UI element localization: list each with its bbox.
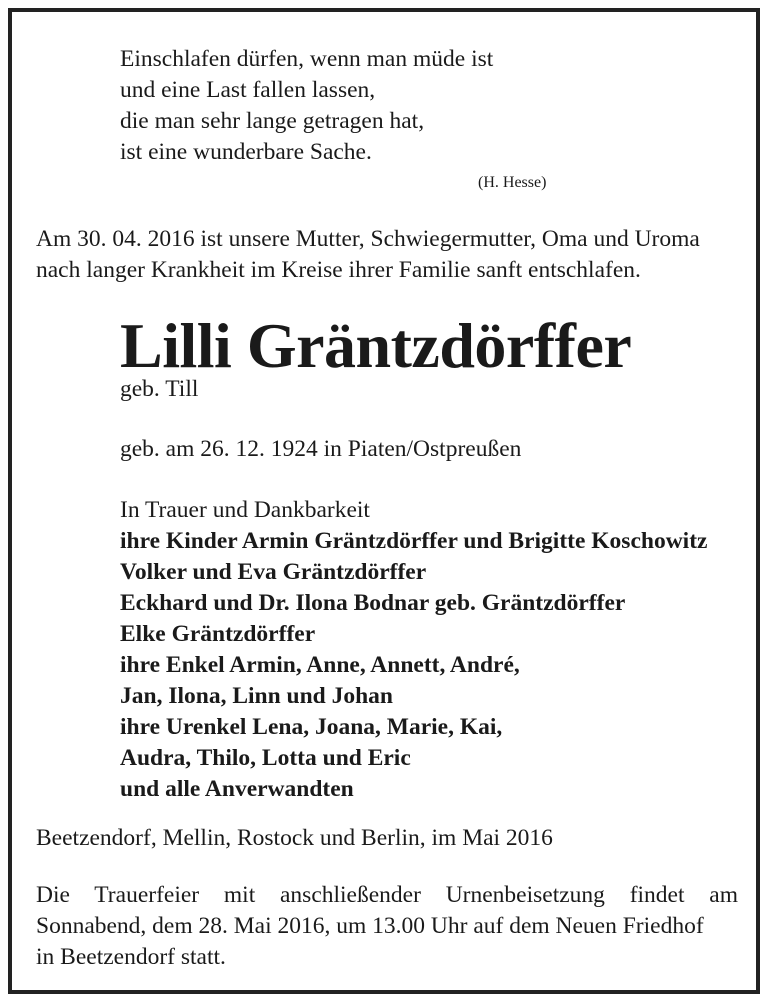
mourner-line: Eckhard und Dr. Ilona Bodnar geb. Gräntzdörffer — [120, 590, 626, 616]
mourner-line: Elke Gräntzdörffer — [120, 621, 316, 647]
poem-line: Einschlafen dürfen, wenn man müde ist — [120, 46, 494, 72]
maiden-name: geb. Till — [120, 376, 199, 402]
funeral-service-info — [36, 880, 738, 973]
birth-info: geb. am 26. 12. 1924 in Piaten/Ostpreußen — [120, 436, 522, 462]
intro-text — [36, 224, 700, 286]
mourner-line: Audra, Thilo, Lotta und Eric — [120, 745, 411, 771]
service-line: Sonnabend, dem 28. Mai 2016, um 13.00 Uhr auf dem Neuen Friedhof — [36, 913, 704, 939]
poem-line: ist eine wunderbare Sache. — [120, 139, 372, 165]
intro-line: Am 30. 04. 2016 ist unsere Mutter, Schwiegermutter, Oma und Uroma — [36, 226, 700, 252]
deceased-name: Lilli Gräntzdörffer — [120, 310, 632, 381]
mourner-line: ihre Urenkel Lena, Joana, Marie, Kai, — [120, 714, 503, 740]
service-line: in Beetzendorf statt. — [36, 944, 226, 970]
mourner-line: ihre Kinder Armin Gräntzdörffer und Brigitte Koschowitz — [120, 528, 708, 554]
mourner-line: und alle Anverwandten — [120, 776, 354, 802]
service-line: Die Trauerfeier mit anschließender Urnenbeisetzung findet am — [36, 882, 738, 908]
poem — [120, 44, 493, 168]
mourners-list — [120, 495, 707, 805]
mourner-line: ihre Enkel Armin, Anne, Annett, André, — [120, 652, 520, 678]
place-date: Beetzendorf, Mellin, Rostock und Berlin, im Mai 2016 — [36, 825, 553, 851]
poem-author: (H. Hesse) — [478, 174, 547, 191]
mourner-line: Jan, Ilona, Linn und Johan — [120, 683, 394, 709]
mourner-line: Volker und Eva Gräntzdörffer — [120, 559, 427, 585]
mourners-heading: In Trauer und Dankbarkeit — [120, 497, 370, 523]
poem-line: die man sehr lange getragen hat, — [120, 108, 425, 134]
poem-line: und eine Last fallen lassen, — [120, 77, 376, 103]
obituary-notice — [8, 8, 760, 994]
intro-line: nach langer Krankheit im Kreise ihrer Familie sanft entschlafen. — [36, 257, 641, 283]
